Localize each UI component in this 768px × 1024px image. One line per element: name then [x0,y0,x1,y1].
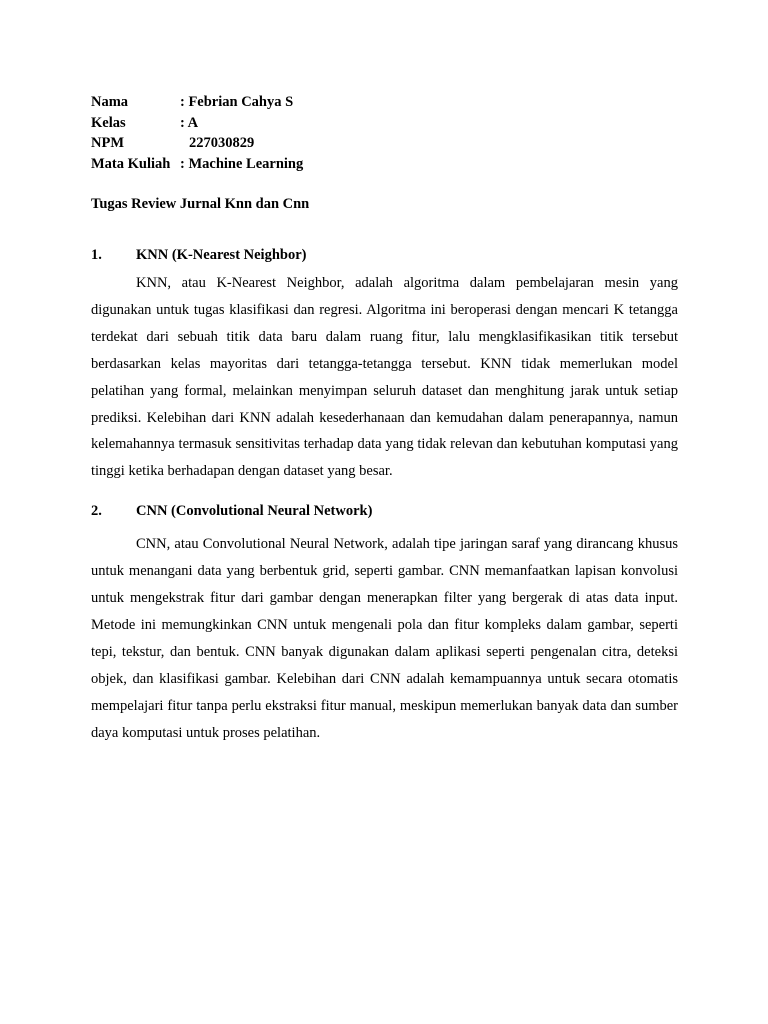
class-value: : A [180,114,199,131]
student-identity-block [91,92,678,174]
section-paragraph-knn: KNN, atau K-Nearest Neighbor, adalah algoritma dalam pembelajaran mesin yang digunakan untuk tugas klasifikasi dan regresi. Algoritma ini beroperasi dengan mencari K tetangga terdekat dari sebuah titik data baru dalam ruang fitur, lalu mengklasifikasikan titik tersebut berdasarkan kelas mayoritas dari tetangga-tetangga tersebut. KNN tidak memerlukan model pelatihan yang formal, melainkan menyimpan seluruh dataset dan menghitung jarak untuk setiap prediksi. Kelebihan dari KNN adalah kesederhanaan dan kemudahan dalam penerapannya, namun kelemahannya termasuk sensitivitas terhadap data yang tidak relevan dan kebutuhan komputasi yang tinggi ketika berhadapan dengan dataset yang besar. [91,275,678,480]
npm-row [91,133,678,154]
name-label: Nama [91,94,129,110]
document-body [91,92,678,747]
section-title: KNN (K-Nearest Neighbor) [136,247,307,263]
class-row [91,113,678,134]
section-number: 1. [91,247,102,263]
section-heading-knn [91,245,678,265]
npm-value: 227030829 [189,135,255,151]
course-label: Mata Kuliah [91,155,171,172]
npm-label: NPM [91,135,125,151]
section-heading-cnn [91,501,678,521]
name-value: : Febrian Cahya S [180,94,294,110]
class-label: Kelas [91,114,126,131]
section-paragraph-cnn: CNN, atau Convolutional Neural Network, adalah tipe jaringan saraf yang dirancang khusus untuk menangani data yang berbentuk grid, seperti gambar. CNN memanfaatkan lapisan konvolusi untuk mengekstrak fitur dari gambar dengan menerapkan filter yang bergerak di atas data input. Metode ini memungkinkan CNN untuk mengenali pola dan fitur kompleks dalam gambar, seperti tepi, tekstur, dan bentuk. CNN banyak digunakan dalam aplikasi seperti pengenalan citra, deteksi objek, dan klasifikasi gambar. Kelebihan dari CNN adalah kemampuannya untuk secara otomatis mempelajari fitur tanpa perlu ekstraksi fitur manual, meskipun memerlukan banyak data dan sumber daya komputasi untuk proses pelatihan. [91,536,678,741]
section-title: CNN (Convolutional Neural Network) [136,503,373,520]
course-row [91,154,678,175]
section-number: 2. [91,503,102,520]
course-value: : Machine Learning [180,155,304,172]
name-row [91,92,678,113]
document-title: Tugas Review Jurnal Knn dan Cnn [91,196,310,212]
